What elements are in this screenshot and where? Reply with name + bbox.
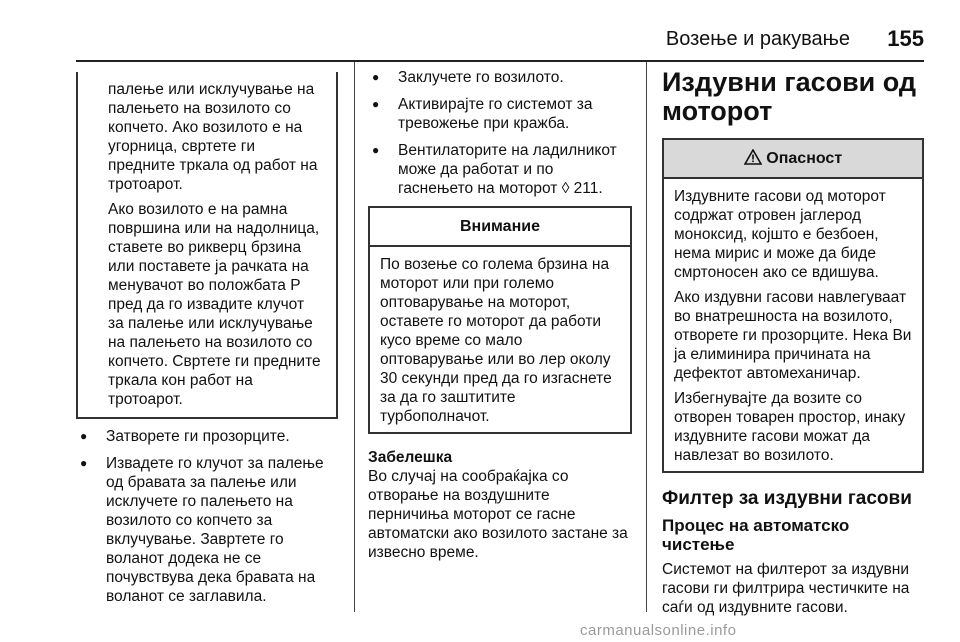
caution-box xyxy=(368,206,632,434)
column-divider-right xyxy=(646,62,647,612)
subsection-heading: Филтер за издувни гасови xyxy=(662,488,912,509)
column-2 xyxy=(368,68,632,562)
danger-header xyxy=(664,140,922,179)
danger-title: Опасност xyxy=(766,150,843,167)
page-number: 155 xyxy=(887,26,924,51)
list-item: ● Затворете ги прозорците. xyxy=(76,427,334,446)
list-item: ● Активирајте го системот за тревожење при кражба. xyxy=(368,95,632,133)
danger-paragraph: Избегнувајте да возите со отворен товарен простор, инаку издувните гасови можат да навлезат во возилото. xyxy=(674,390,906,464)
danger-paragraph: Ако издувни гасови навлегуваат во внатрешноста на возилото, отворете ги прозорците. Нека Ви ја елиминира причината на дефектот автомеханичар. xyxy=(674,289,912,382)
column-divider-left xyxy=(354,62,355,612)
box-paragraph: Ако возилото е на рамна површина или на надолница, ставете во рикверц брзина или поставете ја рачката на менувачот во положбата P пред да го извадите клучот за палење или исклучување на палењето на возилото со копчето. Свртете ги предните тркала кон работ на тротоарот. xyxy=(108,201,321,408)
continued-box xyxy=(76,72,338,419)
danger-body xyxy=(664,179,922,471)
list-item: ● Вентилаторите на ладилникот може да работат и по гаснењето на моторот ◊ 211. xyxy=(368,141,632,198)
page-header-title: Возење и ракување xyxy=(665,28,850,50)
column-1 xyxy=(76,72,338,614)
header-rule xyxy=(76,60,924,62)
box-paragraph: палење или исклучување на палењето на возилото со копчето. Ако возилото е на угорница, свртете ги предните тркала од работ на тротоарот. xyxy=(108,81,318,193)
section-heading: Издувни гасови од моторот xyxy=(662,67,917,126)
caution-title: Внимание xyxy=(370,208,630,247)
subsubsection-heading: Процес на автоматско чистење xyxy=(662,516,850,554)
bullet-list xyxy=(76,427,338,606)
body-paragraph: Системот на филтерот за издувни гасови ги филтрира честичките на саѓи од издувните гасови. xyxy=(662,561,910,616)
warning-triangle-icon xyxy=(744,150,766,167)
note-label: Забелешка xyxy=(368,449,453,466)
watermark: carmanualsonline.info xyxy=(580,622,737,639)
danger-box xyxy=(662,138,924,473)
list-item: ● Извадете го клучот за палење од бравата за палење или исклучете го палењето на возилото со копчето за вклучување. Завртете го воланот додека не се почувствува дека бравата на воланот се заглавила. xyxy=(76,454,334,606)
caution-text: По возење со голема брзина на моторот или при големо оптоварување на моторот, оставете го моторот да работи кусо време со мало оптоварување или во лер околу 30 секунди пред да го изгаснете за да го заштитите турбополначот. xyxy=(380,256,612,425)
note-text: Во случај на сообраќајка со отворање на воздушните перничиња моторот се гасне автоматски ако возилото застане за извесно време. xyxy=(368,468,628,561)
bullet-list xyxy=(368,68,632,198)
column-3 xyxy=(662,68,924,617)
danger-paragraph: Издувните гасови од моторот содржат отровен јаглерод моноксид, којшто е безбоен, нема мирис и може да биде смртоносен ако се вдишува. xyxy=(674,188,886,281)
list-item: ● Заклучете го возилото. xyxy=(368,68,632,87)
